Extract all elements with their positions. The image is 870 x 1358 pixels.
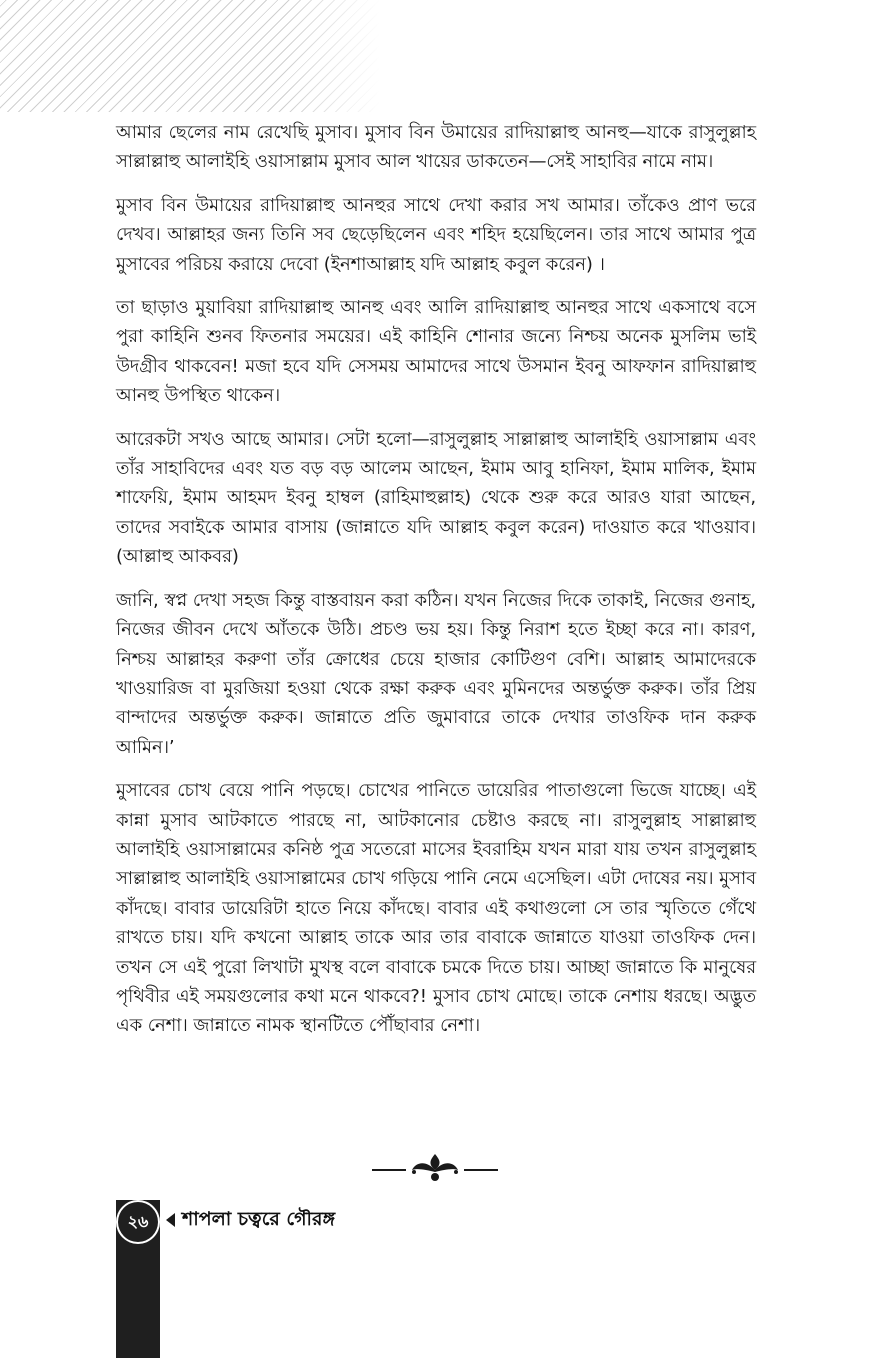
corner-hatch-decoration — [0, 0, 380, 112]
page-number: ২৬ — [116, 1200, 160, 1244]
paragraph: তা ছাড়াও মুয়াবিয়া রাদিয়াল্লাহু আনহু এবং আলি রাদিয়াল্লাহু আনহুর সাথে একসাথে বসে পুরা কাহিনি শুনব ফিতনার সময়ের। এই কাহিনি শোনার জন্যে নিশ্চয় অনেক মুসলিম ভাই উদগ্রীব থাকবেন! মজা হবে যদি সেসময় আমাদের সাথে উসমান ইবনু আফফান রাদিয়াল্লাহু আনহু উপস্থিত থাকেন। — [116, 297, 756, 407]
fleuron-divider-icon — [370, 1150, 500, 1184]
running-book-title: শাপলা চত্বরে গৌরঙ্গ — [182, 1208, 336, 1230]
paragraph: মুসাব বিন উমায়ের রাদিয়াল্লাহু আনহুর সাথে দেখা করার সখ আমার। তাঁকেও প্রাণ ভরে দেখব। আল্লাহর জন্য তিনি সব ছেড়েছিলেন এবং শহিদ হয়েছিলেন। তার সাথে আমার পুত্র মুসাবের পরিচয় করায়ে দেবো (ইনশাআল্লাহ যদি আল্লাহ কবুল করেন) । — [116, 194, 756, 275]
paragraph: আমার ছেলের নাম রেখেছি মুসাব। মুসাব বিন উমায়ের রাদিয়াল্লাহু আনহু—যাকে রাসুলুল্লাহ সাল্লাল্লাহু আলাইহি ওয়াসাল্লাম মুসাব আল খায়ের ডাকতেন—সেই সাহাবির নামে নাম। — [116, 122, 756, 173]
paragraph: জানি, স্বপ্ন দেখা সহজ কিন্তু বাস্তবায়ন করা কঠিন। যখন নিজের দিকে তাকাই, নিজের গুনাহ, নিজের জীবন দেখে আঁতকে উঠি। প্রচণ্ড ভয় হয়। কিন্তু নিরাশ হতে ইচ্ছা করে না। কারণ, নিশ্চয় আল্লাহর করুণা তাঁর ক্রোধের চেয়ে হাজার কোটিগুণ বেশি। আল্লাহ আমাদেরকে খাওয়ারিজ বা মুরজিয়া হওয়া থেকে রক্ষা করুক এবং মুমিনদের অন্তর্ভুক্ত করুক। তাঁর প্রিয় বান্দাদের অন্তর্ভুক্ত করুক। জান্নাতে প্রতি জুমাবারে তাকে দেখার তাওফিক দান করুক আমিন।’ — [116, 589, 756, 758]
triangle-left-icon — [166, 1213, 175, 1227]
paragraph: মুসাবের চোখ বেয়ে পানি পড়ছে। চোখের পানিতে ডায়েরির পাতাগুলো ভিজে যাচ্ছে। এই কান্না মুসাব আটকাতে পারছে না, আটকানোর চেষ্টাও করছে না। রাসুলুল্লাহ সাল্লাল্লাহু আলাইহি ওয়াসাল্লামের কনিষ্ঠ পুত্র সতেরো মাসের ইবরাহিম যখন মারা যায় তখন রাসুলুল্লাহ সাল্লাল্লাহু আলাইহি ওয়াসাল্লামের চোখ গড়িয়ে পানি নেমে এসেছিল। এটা দোষের নয়। মুসাব কাঁদছে। বাবার ডায়েরিটা হাতে নিয়ে কাঁদছে। বাবার এই কথাগুলো সে তার স্মৃতিতে গেঁথে রাখতে চায়। যদি কখনো আল্লাহ তাকে আর তার বাবাকে জান্নাতে যাওয়া তাওফিক দেন। তখন সে এই পুরো লিখাটা মুখস্থ বলে বাবাকে চমকে দিতে চায়। আচ্ছা জান্নাতে কি মানুষের পৃথিবীর এই সময়গুলোর কথা মনে থাকবে?! মুসাব চোখ মোছে। তাকে নেশায় ধরছে। অদ্ভুত এক নেশা। জান্নাতে নামক স্থানটিতে পৌঁছাবার নেশা। — [116, 780, 756, 1037]
paragraph: আরেকটা সখও আছে আমার। সেটা হলো—রাসুলুল্লাহ সাল্লাল্লাহু আলাইহি ওয়াসাল্লাম এবং তাঁর সাহাবিদের এবং যত বড় বড় আলেম আছেন, ইমাম আবু হানিফা, ইমাম মালিক, ইমাম শাফেয়ি, ইমাম আহমদ ইবনু হাম্বল (রাহিমাহুল্লাহ) থেকে শুরু করে আরও যারা আছেন, তাদের সবাইকে আমার বাসায় (জান্নাতে যদি আল্লাহ কবুল করেন) দাওয়াত করে খাওয়াব। (আল্লাহু আকবর) — [116, 428, 756, 568]
page-body — [116, 118, 756, 1055]
